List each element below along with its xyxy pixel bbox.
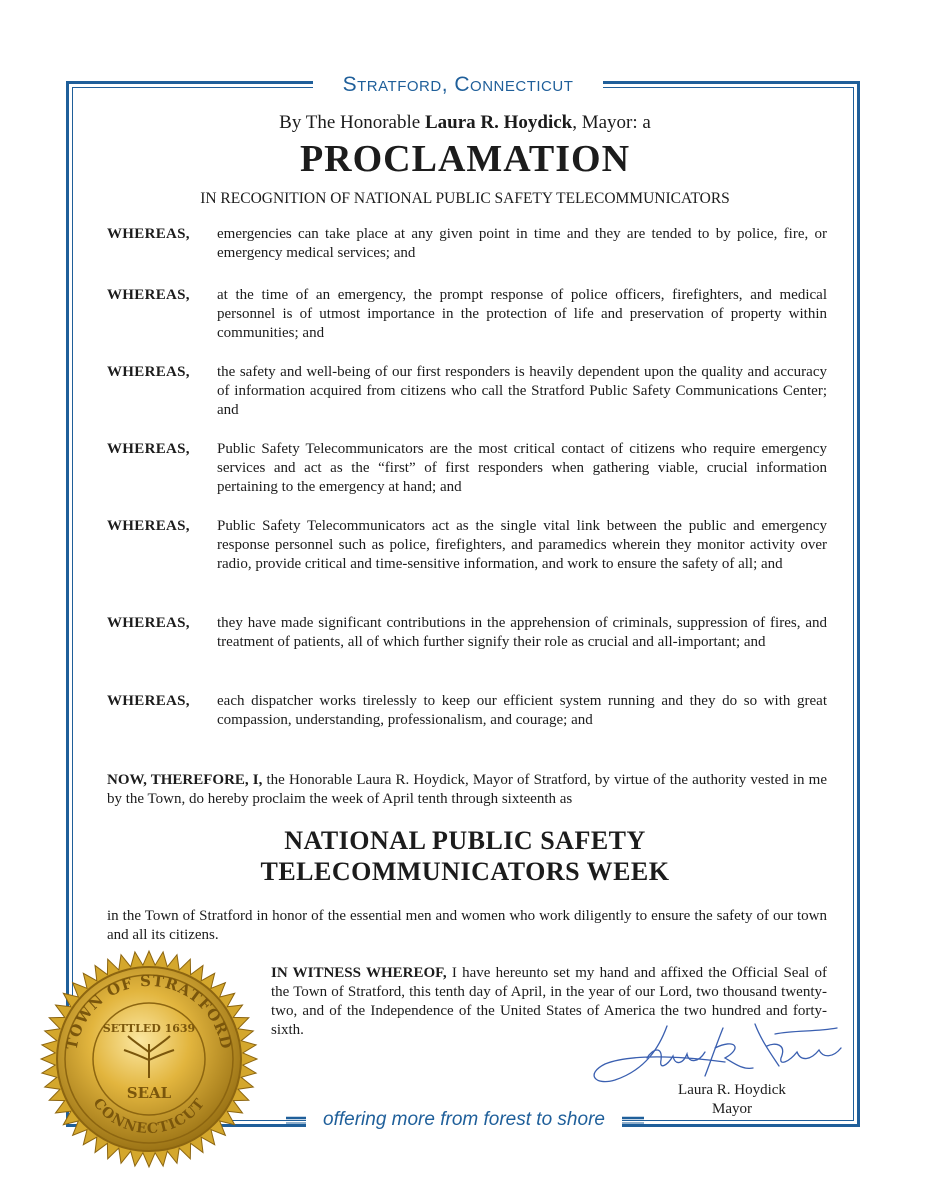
header-bar [0, 66, 930, 100]
witness-text: I have hereunto set my hand and affixed the Official Seal of the Town of Stratford, this tenth day of April, in the year of our Lord, two thousand twenty-two, and of the Independence of the United States of America the two hundred and forty-sixth. [271, 965, 827, 1038]
mayor-name: Laura R. Hoydick [424, 112, 573, 133]
witness-lead: IN WITNESS WHEREOF, [271, 965, 447, 981]
signer-name: Laura R. Hoydick [678, 1082, 786, 1098]
whereas-label: WHEREAS, [107, 226, 190, 242]
whereas-text: each dispatcher works tirelessly to keep our efficient system running and they do so with great compassion, understanding, professionalism, and courage; and [217, 693, 827, 728]
town-header: Stratford, Connecticut [313, 72, 603, 98]
whereas-text: Public Safety Telecommunicators are the most critical contact of citizens who require emergency services and act as the “first” of first responders when gathering viable, crucial information pertaining to the emergency at hand; and [217, 441, 827, 495]
byline-prefix: By The Honorable [279, 112, 425, 133]
week-title-line-2: TELECOMMUNICATORS WEEK [260, 857, 670, 886]
whereas-text: the safety and well-being of our first responders is heavily dependent upon the quality and accuracy of information acquired from citizens who call the Stratford Public Safety Communications Center; and [217, 364, 827, 418]
now-therefore-lead: NOW, THEREFORE, I, [107, 772, 263, 788]
whereas-label: WHEREAS, [107, 287, 190, 303]
whereas-label: WHEREAS, [107, 615, 190, 631]
seal-ring-top: TOWN OF STRATFORD [62, 971, 236, 1052]
whereas-text: at the time of an emergency, the prompt response of police officers, firefighters, and medical personnel is of utmost importance in the protection of life and preservation of property within communities; and [217, 287, 827, 341]
recognition-line: IN RECOGNITION OF NATIONAL PUBLIC SAFETY TELECOMMUNICATORS [200, 190, 730, 207]
town-seal-icon [38, 948, 260, 1170]
now-therefore-text: the Honorable Laura R. Hoydick, Mayor of Stratford, by virtue of the authority vested in me by the Town, do hereby proclaim the week of April tenth through sixteenth as [107, 772, 827, 807]
seal-ring-bottom: CONNECTICUT [89, 1095, 209, 1138]
seal-settled: SETTLED 1639 [102, 1022, 196, 1035]
seal-center: SEAL [126, 1084, 172, 1102]
honor-paragraph: in the Town of Stratford in honor of the essential men and women who work diligently to ensure the safety of our town and all its citizens. [107, 908, 827, 943]
byline [0, 112, 930, 134]
whereas-text: emergencies can take place at any given point in time and they are tended to by police, fire, or emergency medical services; and [217, 226, 827, 261]
town-slogan: offering more from forest to shore [306, 1107, 622, 1133]
signer-title: Mayor [712, 1101, 752, 1117]
whereas-text: they have made significant contributions in the apprehension of criminals, suppression of fires, and treatment of patients, all of which further signify their role as crucial and all-important; and [217, 615, 827, 650]
whereas-label: WHEREAS, [107, 693, 190, 709]
whereas-text: Public Safety Telecommunicators act as the single vital link between the public and emergency response personnel such as police, firefighters, and paramedics wherein they monitor activity over radio, provide critical and time-sensitive information, and work to ensure the safety of all; and [217, 518, 827, 572]
now-therefore-paragraph [107, 771, 827, 809]
byline-suffix: , Mayor: a [572, 112, 651, 133]
document-title: PROCLAMATION [299, 138, 631, 180]
week-title [0, 825, 930, 887]
whereas-label: WHEREAS, [107, 441, 190, 457]
whereas-label: WHEREAS, [107, 364, 190, 380]
whereas-label: WHEREAS, [107, 518, 190, 534]
week-title-line-1: NATIONAL PUBLIC SAFETY [284, 826, 646, 855]
